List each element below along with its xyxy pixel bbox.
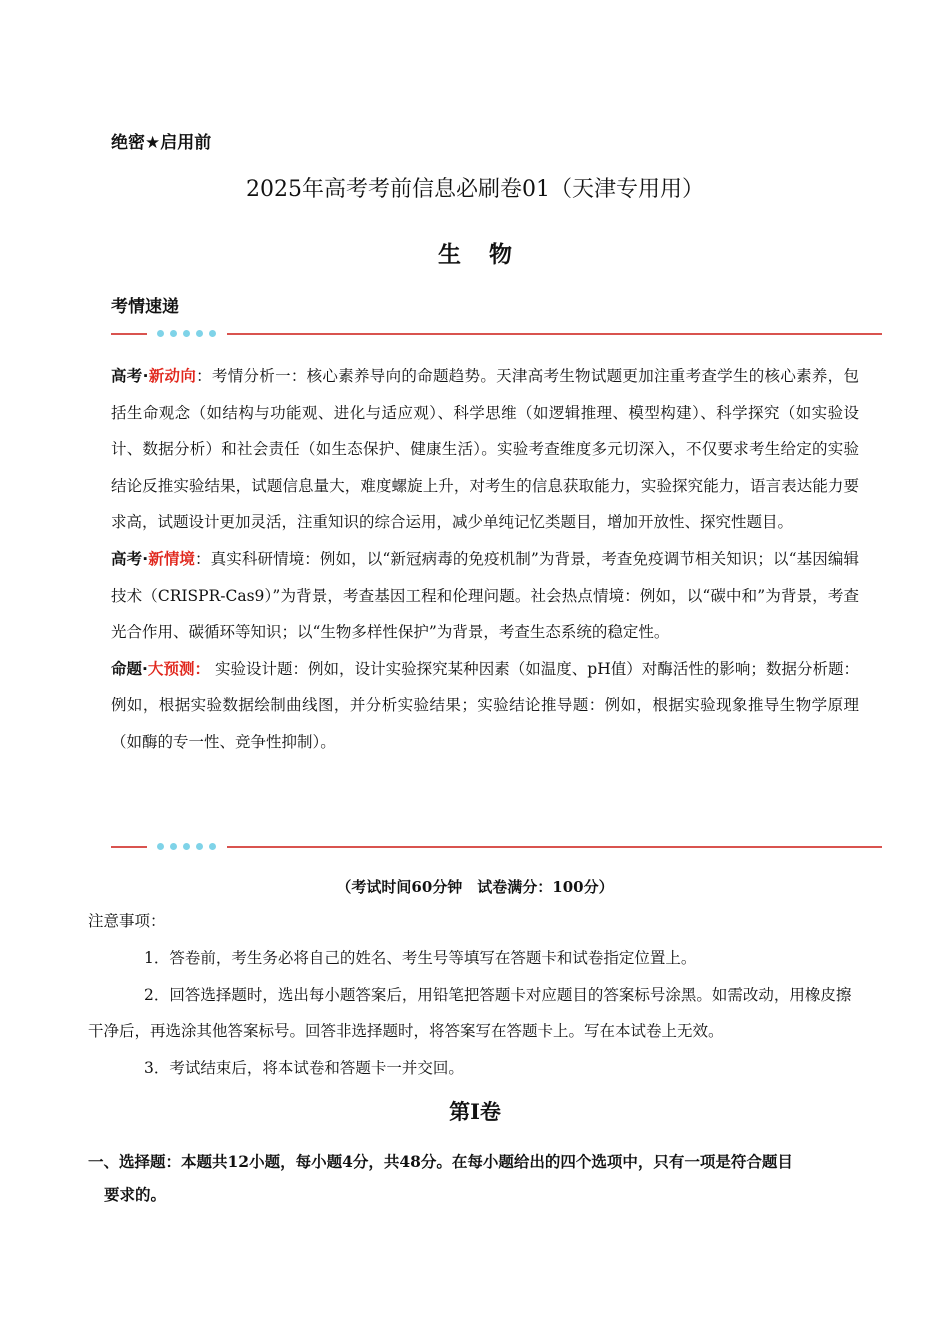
secret-mark: 绝密★启用前 — [111, 133, 212, 153]
info-item-prediction: 命题·大预测： 实验设计题：例如，设计实验探究某种因素（如温度、pH值）对酶活性的影响；数据分析题：例如，根据实验数据绘制曲线图，并分析实验结果；实验结论推导题：例如，根据实验现象推导生物学原理（如酶的专一性、竞争性抑制）。 — [111, 659, 859, 751]
subject-title: 生 物 — [437, 241, 522, 268]
exam-time: （考试时间60分钟 试卷满分：100分） — [336, 878, 614, 896]
divider-top — [111, 328, 882, 340]
notice-heading: 注意事项： — [88, 912, 166, 930]
volume-title: 第Ⅰ卷 — [449, 1099, 501, 1124]
page-title: 2025年高考考前信息必刷卷01（天津专用用） — [246, 177, 704, 202]
notice-list — [88, 940, 860, 1086]
info-item-context: 高考·新情境：真实科研情境：例如，以“新冠病毒的免疫机制”为背景，考查免疫调节相关知识；以“基因编辑技术（CRISPR-Cas9）”为背景，考查基因工程和伦理问题。社会热点情境：例如，以“碳中和”为背景，考查光合作用、碳循环等知识；以“生物多样性保护”为背景，考查生态系统的稳定性。 — [111, 549, 859, 642]
exam-info-heading: 考情速递 — [111, 297, 179, 317]
notice-item: 1．答卷前，考生务必将自己的姓名、考生号等填写在答题卡和试卷指定位置上。 — [144, 949, 697, 967]
info-item-trend: 高考·新动向：考情分析一：核心素养导向的命题趋势。天津高考生物试题更加注重考查学生的核心素养，包括生命观念（如结构与功能观、进化与适应观）、科学思维（如逻辑推理、模型构建）、科学探究（如实验设计、数据分析）和社会责任（如生态保护、健康生活）。实验考查维度多元切深入，不仅要求考生给定的实验结论反推实验结果，试题信息量大，难度螺旋上升，对考生的信息获取能力，实验探究能力，语言表达能力要求高，试题设计更加灵活，注重知识的综合运用，减少单纯记忆类题目，增加开放性、探究性题目。 — [111, 367, 859, 532]
notice-item: 3．考试结束后，将本试卷和答题卡一并交回。 — [144, 1058, 464, 1077]
divider-bottom — [111, 841, 882, 853]
notice-item: 2．回答选择题时，选出每小题答案后，用铅笔把答题卡对应题目的答案标号涂黑。如需改动，用橡皮擦干净后，再选涂其他答案标号。回答非选择题时，将答案写在答题卡上。写在本试卷上无效。 — [88, 985, 852, 1041]
exam-info-body — [111, 358, 859, 761]
question-section-heading: 一、选择题：本题共12小题，每小题4分，共48分。在每小题给出的四个选项中，只有一项是符合题目 要求的。 — [88, 1152, 793, 1204]
